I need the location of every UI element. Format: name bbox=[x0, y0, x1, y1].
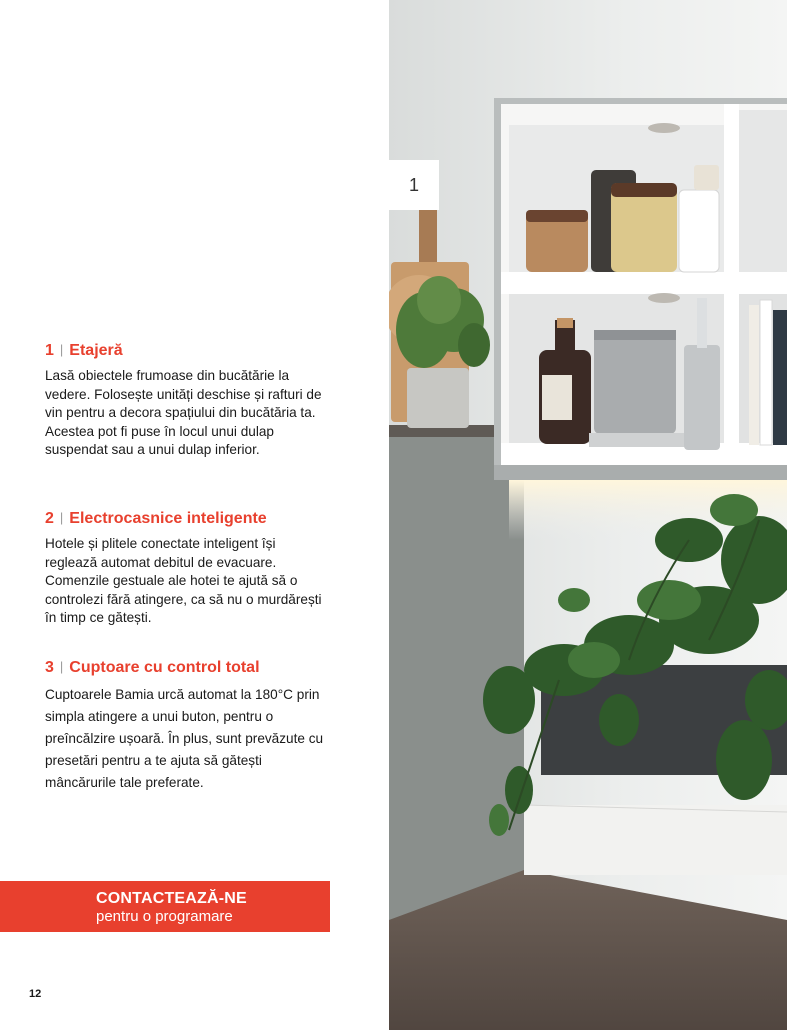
feature-number: 3 bbox=[45, 659, 54, 676]
feature-ovens bbox=[45, 658, 325, 794]
contact-button-label: CONTACTEAZĂ-NE bbox=[96, 890, 247, 907]
feature-body: Hotele și plitele conectate inteligent își reglează automat debitul de evacuare. Comenzile gestuale ale hotei te ajută să o controlezi fără atingere, ca să nu o murdărești în timp ce gătești. bbox=[45, 536, 322, 625]
feature-body: Lasă obiectele frumoase din bucătărie la vedere. Folosește unități deschise și rafturi de vin pentru a decora spațiului din bucătăria ta. Acestea pot fi puse în locul unui dulap suspendat sau a unui dulap inferior. bbox=[45, 368, 322, 457]
feature-title: Cuptoare cu control total bbox=[69, 659, 260, 676]
feature-title: Etajeră bbox=[69, 342, 123, 359]
kitchen-photo bbox=[389, 0, 787, 1030]
feature-smart-appliances bbox=[45, 509, 325, 628]
text-column bbox=[0, 0, 389, 1030]
feature-body: Cuptoarele Bamia urcă automat la 180°C prin simpla atingere a unui buton, pentru o preîncălzire ușoară. În plus, sunt prevăzute cu presetări pentru a te ajuta să gătești mâncărurile tale preferate. bbox=[45, 687, 324, 790]
page-number: 12 bbox=[29, 988, 42, 1000]
feature-number: 1 bbox=[45, 342, 54, 359]
feature-heading bbox=[45, 509, 325, 529]
photo-marker-1: 1 bbox=[389, 160, 439, 210]
feature-heading bbox=[45, 341, 325, 361]
feature-separator: | bbox=[59, 510, 64, 525]
feature-title: Electrocasnice inteligente bbox=[69, 510, 267, 527]
feature-number: 2 bbox=[45, 510, 54, 527]
contact-button-sublabel: pentru o programare bbox=[96, 908, 233, 925]
feature-separator: | bbox=[59, 659, 64, 674]
contact-button[interactable] bbox=[0, 881, 330, 932]
feature-heading bbox=[45, 658, 325, 678]
feature-shelf bbox=[45, 341, 325, 460]
feature-separator: | bbox=[59, 342, 64, 357]
